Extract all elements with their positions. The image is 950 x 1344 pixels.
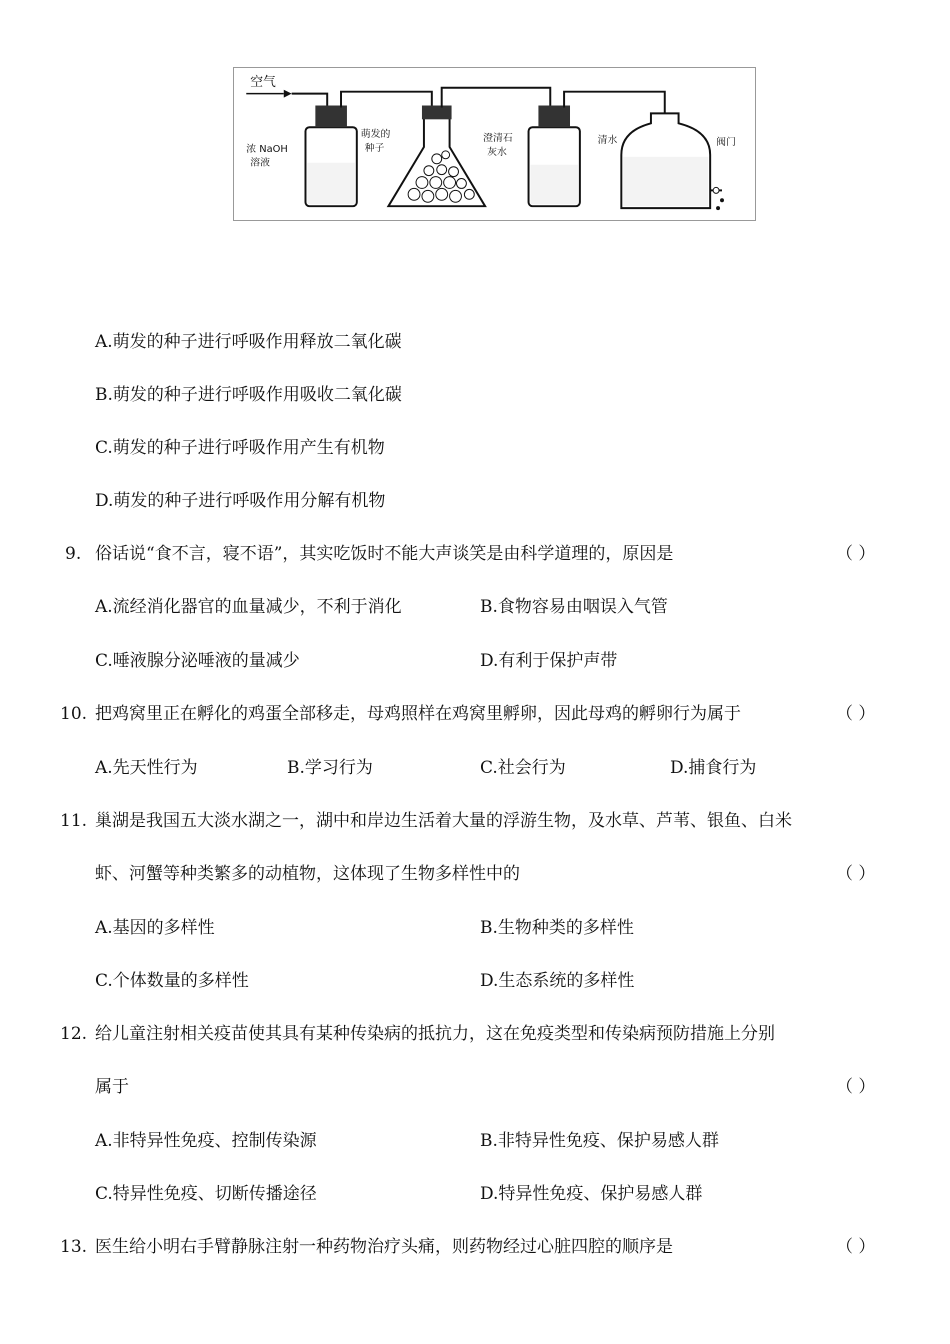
valve	[713, 187, 719, 193]
q8-option-c: C.萌发的种子进行呼吸作用产生有机物	[95, 438, 385, 458]
apparatus-diagram	[234, 68, 755, 220]
limewater-label-1: 澄清石	[483, 133, 513, 145]
q11-number: 11.	[60, 811, 88, 831]
flask-stopper	[422, 106, 452, 120]
q10-option-c: C.社会行为	[480, 758, 566, 778]
q12-stem: 给儿童注射相关疫苗使其具有某种传染病的抵抗力，这在免疫类型和传染病预防措施上分别	[95, 1024, 775, 1044]
q8-option-b: B.萌发的种子进行呼吸作用吸收二氧化碳	[95, 385, 402, 405]
q10-number: 10.	[60, 704, 88, 724]
q12-option-c: C.特异性免疫、切断传播途径	[95, 1184, 317, 1204]
q10-option-b: B.学习行为	[287, 758, 373, 778]
q11-stem: 巢湖是我国五大淡水湖之一，湖中和岸边生活着大量的浮游生物，及水草、芦苇、银鱼、白米	[95, 811, 792, 831]
q11-option-d: D.生态系统的多样性	[480, 971, 635, 991]
limewater-label-2: 灰水	[487, 146, 507, 158]
water-label: 清水	[597, 135, 618, 147]
naoh-stopper	[315, 106, 347, 128]
limewater-liquid	[531, 165, 578, 204]
valve-label: 阀门	[716, 136, 736, 148]
q11-stem-cont: 虾、河蟹等种类繁多的动植物，这体现了生物多样性中的	[95, 864, 520, 884]
q10-option-d: D.捕食行为	[670, 758, 757, 778]
seeds-label-1: 萌发的	[360, 129, 391, 141]
q9-option-b: B.食物容易由咽误入气管	[480, 597, 668, 617]
q11-option-b: B.生物种类的多样性	[480, 918, 634, 938]
q12-option-d: D.特异性免疫、保护易感人群	[480, 1184, 703, 1204]
q12-option-b: B.非特异性免疫、保护易感人群	[480, 1131, 719, 1151]
q10-answer-paren: （ ）	[836, 704, 876, 724]
q9-option-c: C.唾液腺分泌唾液的量减少	[95, 651, 300, 671]
naoh-liquid	[307, 163, 354, 204]
q8-option-a: A.萌发的种子进行呼吸作用释放二氧化碳	[95, 332, 402, 352]
q12-answer-paren: （ ）	[836, 1077, 876, 1097]
naoh-label-2: 溶液	[250, 157, 270, 169]
q10-stem: 把鸡窝里正在孵化的鸡蛋全部移走，母鸡照样在鸡窝里孵卵，因此母鸡的孵卵行为属于	[95, 704, 741, 724]
q9-number: 9.	[65, 544, 82, 564]
tube-3-4	[564, 92, 665, 114]
water-liquid	[623, 157, 708, 206]
q8-option-d: D.萌发的种子进行呼吸作用分解有机物	[95, 491, 386, 511]
seeds-label-2: 种子	[364, 142, 385, 154]
air-label: 空气	[250, 74, 276, 90]
q12-stem-cont: 属于	[95, 1077, 129, 1097]
q13-number: 13.	[60, 1237, 88, 1257]
q9-option-d: D.有利于保护声带	[480, 651, 618, 671]
q11-option-c: C.个体数量的多样性	[95, 971, 249, 991]
tube-1-2	[341, 92, 432, 128]
q12-number: 12.	[60, 1024, 88, 1044]
drip-2	[716, 206, 720, 210]
q9-option-a: A.流经消化器官的血量减少，不利于消化	[95, 597, 402, 617]
naoh-label-1: 浓 NaOH	[246, 143, 288, 155]
q12-option-a: A.非特异性免疫、控制传染源	[95, 1131, 317, 1151]
q10-option-a: A.先天性行为	[95, 758, 198, 778]
apparatus-figure	[233, 67, 756, 221]
q13-answer-paren: （ ）	[836, 1237, 876, 1257]
drip-1	[720, 198, 724, 202]
q9-answer-paren: （ ）	[836, 544, 876, 564]
q11-answer-paren: （ ）	[836, 864, 876, 884]
air-arrow-head	[284, 90, 292, 98]
q13-stem: 医生给小明右手臂静脉注射一种药物治疗头痛，则药物经过心脏四腔的顺序是	[95, 1237, 673, 1257]
limewater-stopper	[538, 106, 570, 128]
q9-stem: 俗话说“食不言，寝不语”，其实吃饭时不能大声谈笑是由科学道理的，原因是	[95, 544, 674, 564]
q11-option-a: A.基因的多样性	[95, 918, 215, 938]
